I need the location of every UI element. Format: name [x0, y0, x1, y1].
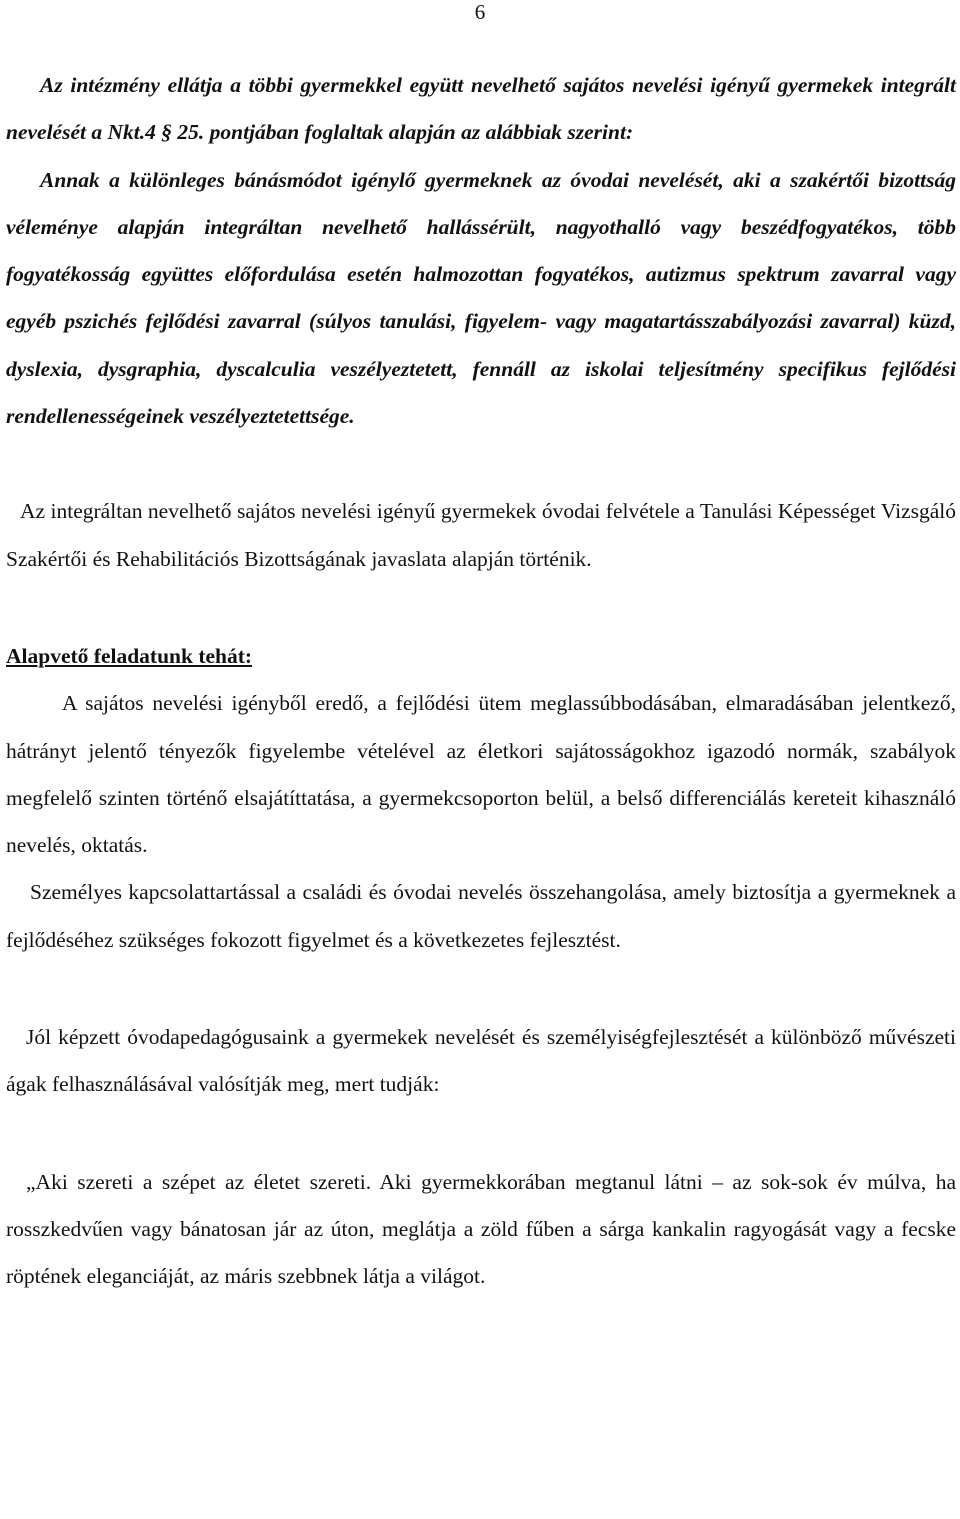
special-needs-definition-paragraph: Annak a különleges bánásmódot igénylő gyermeknek az óvodai nevelését, aki a szakértői bizottság véleménye alapján integráltan nevelhető hallássérült, nagyothalló vagy beszédfogyatékos, több fogyatékosság együttes előfordulása esetén halmozottan fogyatékos, autizmus spektrum zavarral vagy egyéb pszichés fejlődési zavarral (súlyos tanulási, figyelem- vagy magatartásszabályozási zavarral) küzd, dyslexia, dysgraphia, dyscalculia veszélyeztetett, fennáll az iskolai teljesítmény specifikus fejlődési rendellenességeinek veszélyeztetettsége. — [6, 167, 956, 429]
teachers-section — [6, 1014, 956, 1109]
teachers-paragraph: Jól képzett óvodapedagógusaink a gyermekek nevelését és személyiségfejlesztését a különböző művészeti ágak felhasználásával valósítják meg, mert tudják: — [6, 1025, 956, 1097]
integration-intro-paragraph: Az intézmény ellátja a többi gyermekkel együtt nevelhető sajátos nevelési igényű gyermekek integrált nevelését a Nkt.4 § 25. pontjában foglaltak alapján az alábbiak szerint: — [6, 73, 956, 145]
quote-paragraph: „Aki szereti a szépet az életet szereti. Aki gyermekkorában megtanul látni – az sok-sok év múlva, ha rosszkedvűen vagy bánatosan jár az úton, meglátja a zöld fűben a sárga kankalin ragyogását vagy a fecske röptének eleganciáját, az máris szebbnek látja a világot. — [6, 1169, 956, 1289]
core-tasks-paragraph: A sajátos nevelési igényből eredő, a fejlődési ütem meglassúbbodásában, elmaradásában jelentkező, hátrányt jelentő tényezők figyelembe vételével az életkori sajátosságokhoz igazodó normák, szabályok megfelelő szinten történő elsajátíttatása, a gyermekcsoporton belül, a belső differenciálás kereteit kihasználó nevelés, oktatás. — [6, 691, 956, 858]
family-contact-paragraph: Személyes kapcsolattartással a családi és óvodai nevelés összehangolása, amely biztosítja a gyermeknek a fejlődéséhez szükséges fokozott figyelmet és a következetes fejlesztést. — [6, 880, 956, 952]
integration-intro-section — [6, 62, 956, 440]
admission-paragraph: Az integráltan nevelhető sajátos nevelési igényű gyermekek óvodai felvétele a Tanulási Képességet Vizsgáló Szakértői és Rehabilitációs Bizottságának javaslata alapján történik. — [6, 499, 956, 571]
quote-section — [6, 1159, 956, 1301]
spacer — [6, 583, 956, 633]
spacer — [6, 440, 956, 488]
spacer — [6, 964, 956, 1014]
page-number: 6 — [474, 0, 486, 24]
document-body — [6, 62, 956, 1301]
core-tasks-heading: Alapvető feladatunk tehát: — [6, 643, 253, 668]
core-tasks-section — [6, 633, 956, 964]
admission-section — [6, 488, 956, 583]
spacer — [6, 1109, 956, 1159]
